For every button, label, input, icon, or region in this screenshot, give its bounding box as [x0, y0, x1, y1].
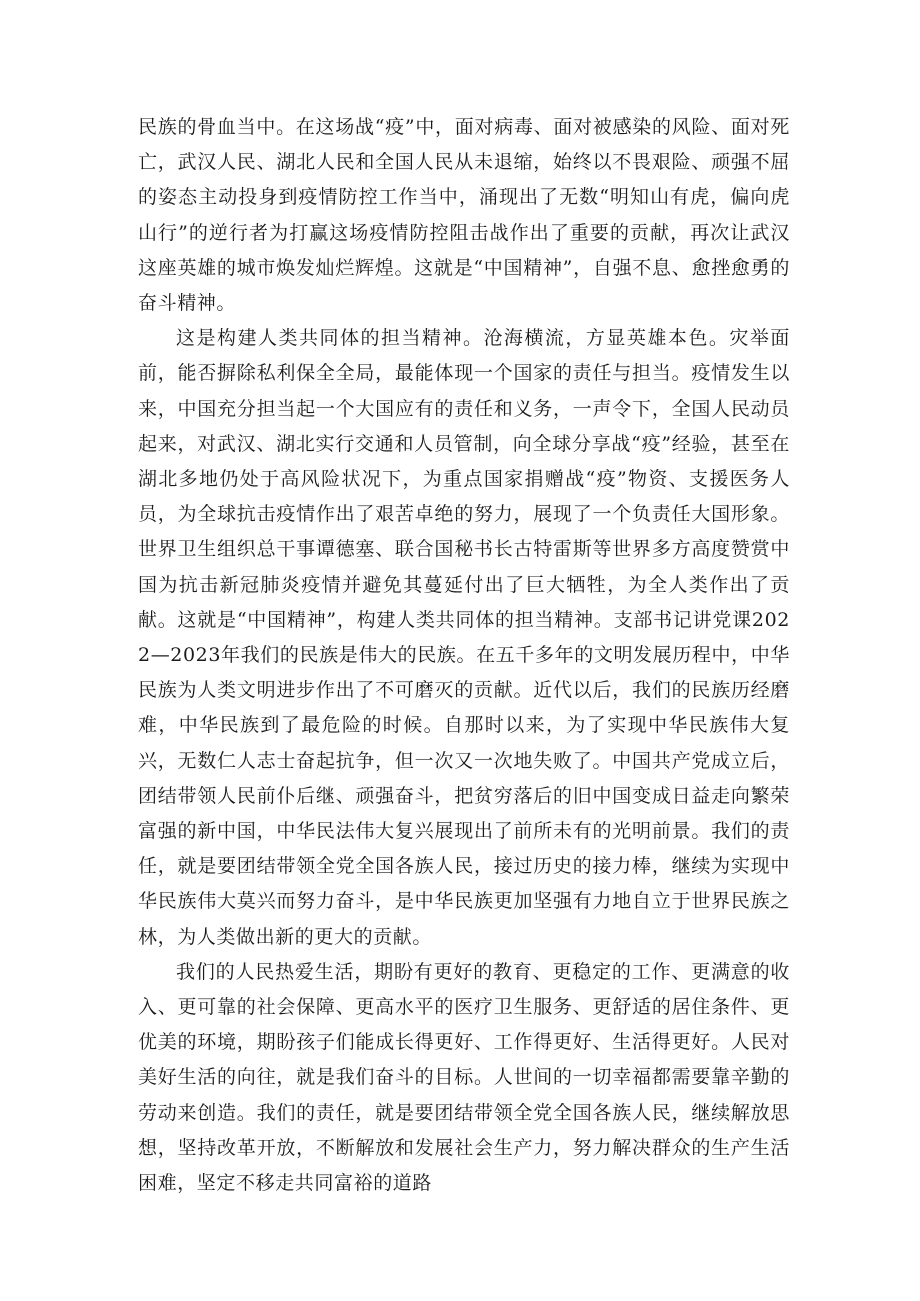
paragraph-2: 这是构建人类共同体的担当精神。沧海横流，方显英雄本色。灾举面前，能否摒除私利保全全局，最能体现一个国家的责任与担当。疫情发生以来，中国充分担当起一个大国应有的责任和义务，一声令下，全国人民动员起来，对武汉、湖北实行交通和人员管制，向全球分享战“疫”经验，甚至在湖北多地仍处于高风险状况下，为重点国家捐赠战“疫”物资、支援医务人员，为全球抗击疫情作出了艰苦卓绝的努力，展现了一个负责任大国形象。世界卫生组织总干事谭德塞、联合国秘书长古特雷斯等世界多方高度赞赏中国为抗击新冠肺炎疫情并避免其蔓延付出了巨大牺牲，为全人类作出了贡献。这就是“中国精神”，构建人类共同体的担当精神。支部书记讲党课2022—2023年我们的民族是伟大的民族。在五千多年的文明发展历程中，中华民族为人类文明进步作出了不可磨灭的贡献。近代以后，我们的民族历经磨难，中华民族到了最危险的时候。自那时以来，为了实现中华民族伟大复兴，无数仁人志士奋起抗争，但一次又一次地失败了。中国共产党成立后，团结带领人民前仆后继、顽强奋斗，把贫穷落后的旧中国变成日益走向繁荣富强的新中国，中华民法伟大复兴展现出了前所未有的光明前景。我们的责任，就是要团结带领全党全国各族人民，接过历史的接力棒，继续为实现中华民族伟大莫兴而努力奋斗，是中华民族更加坚强有力地自立于世界民族之林，为人类做出新的更大的贡献。: [138, 327, 790, 948]
paragraph-1: 民族的骨血当中。在这场战“疫”中，面对病毒、面对被感染的风险、面对死亡，武汉人民、湖北人民和全国人民从未退缩，始终以不畏艰险、顽强不屈的姿态主动投身到疫情防控工作当中，涌现出了无数“明知山有虎，偏向虎山行”的逆行者为打赢这场疫情防控阻击战作出了重要的贡献，再次让武汉这座英雄的城市焕发灿烂辉煌。这就是“中国精神”，自强不息、愈挫愈勇的奋斗精神。: [138, 116, 790, 315]
paragraph-3: 我们的人民热爱生活，期盼有更好的教育、更稳定的工作、更满意的收入、更可靠的社会保障、更高水平的医疗卫生服务、更舒适的居住条件、更优美的环境，期盼孩子们能成长得更好、工作得更好、生活得更好。人民对美好生活的向往，就是我们奋斗的目标。人世间的一切幸福都需要靠辛勤的劳动来创造。我们的责任，就是要团结带领全党全国各族人民，继续解放思想，坚持改革开放，不断解放和发展社会生产力，努力解决群众的生产生活困难，坚定不移走共同富裕的道路: [138, 960, 790, 1195]
document-body: [138, 110, 790, 1201]
